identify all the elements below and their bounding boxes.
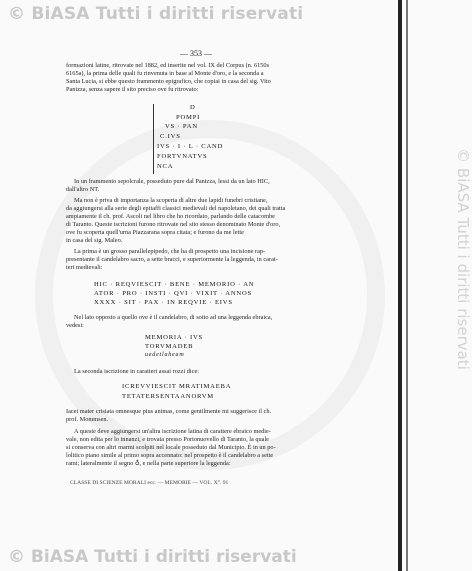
watermark-side: © BiASA Tutti i diritti riservati <box>454 148 472 370</box>
paragraph-line: si conserva con altri marmi scolpiti nel locale posseduto dal Municipio. È in un po- <box>66 444 276 451</box>
paragraph-line: A queste deve aggiungersi un'altra iscrizione latina di carattere ebraico medie- <box>74 428 271 435</box>
paragraph-line: ove fu scoperta quell'urna Piazzarana sopra citata; e furono da me lette <box>66 229 244 236</box>
inscription-line: TORVMADEB <box>145 343 194 350</box>
fragment-line: D <box>190 104 196 111</box>
inscription-line: TETATERSENTAANORVM <box>122 393 214 400</box>
fragment-line: FORTVNATVS <box>157 153 208 160</box>
watermark-top: © BiASA Tutti i diritti riservati <box>8 4 304 24</box>
page-edge-shadow <box>398 0 402 571</box>
inscription-line: ATOR · PRO · INSTI · QVI · VIXIT · ANNOS <box>94 290 253 297</box>
paragraph-line: ampiamente il ch. prof. Ascoli nel libro che ho ricordato, parlando delle catacombe <box>66 213 275 220</box>
paragraph-line: teri medievali: <box>66 264 103 271</box>
paragraph-line: da aggiungersi alla serie degli epitaffi classici medievali del napoletano, dei quali tratta <box>66 205 286 212</box>
page-footer: CLASSE DI SCIENZE MORALI ecc. — MEMORIE — VOL. X°. 91 <box>70 480 229 486</box>
paragraph-line: La seconda iscrizione in caratteri assai rozzi dice: <box>74 368 199 375</box>
inscription-line: MEMORIA · IVS <box>145 334 204 341</box>
paragraph-line: presentante il candelabro sacro, a sette bracci, e superiormente la leggenda, in carat- <box>66 256 278 263</box>
inscription-line: XXXX · SIT · PAX · IN REQVIE · EIVS <box>94 299 233 306</box>
paragraph-line: Ma non è priva di importanza la scoperta di altre due lapidi funebri cristiane, <box>74 197 268 204</box>
paragraph-line: di Taranto. Queste iscrizioni furono ritrovate nel sito stesso denominato Monte d'oro, <box>66 221 281 228</box>
paragraph-line: Panizza, senza sapere il sito preciso ove fu ritrovato: <box>66 86 199 93</box>
paragraph-line: 6165a), la prima delle quali fu rinvenuta in base al Monte d'oro, e la seconda a <box>66 70 264 77</box>
inscription-line: HIC · REQVIESCIT · BENE · MEMORIO · AN <box>94 281 255 288</box>
fragment-line: POMPI <box>176 114 201 121</box>
paragraph-line: prof. Mommsen. <box>66 416 109 423</box>
paragraph-line: dall'altro NT. <box>66 186 100 193</box>
page-number: — 353 — <box>180 49 212 58</box>
paragraph-line: Santa Lucia, si ebbe questo frammento epigrafico, che copiai in casa del sig. Vito <box>66 78 271 85</box>
fragment-line: VS · PAN <box>165 123 198 130</box>
fragment-line: C.IVS <box>160 133 181 140</box>
paragraph-line: vedesi: <box>66 322 84 329</box>
paragraph-line: lolitico piano simile al primo sopra accennato: nel prospetto è il candelabro a sette <box>66 452 274 459</box>
inscription-line: uedetlaheam <box>145 352 185 358</box>
fragment-line: IVS · I · L · CAND <box>157 143 224 150</box>
inscription-line: ICREVVIESCIT MRATIMAEBA <box>122 383 232 390</box>
watermark-bottom: © BiASA Tutti i diritti riservati <box>8 547 297 567</box>
paragraph-line: In un frammento sepolcrale, posseduto pure dal Panizza, lessi da un lato HIC, <box>74 178 270 185</box>
paragraph-line: formazioni latine, ritrovate nel 1882, ed inserite nel vol. IX del Corpus (n. 6150s <box>66 62 270 69</box>
page-edge-line <box>406 0 408 571</box>
paragraph-line: Nel lato opposto a quello ove è il candelabro, di sotto ad una leggenda ebraica, <box>74 314 273 321</box>
fragment-left-border <box>153 104 154 174</box>
paragraph-line: in casa del sig. Maleo. <box>66 237 123 244</box>
fragment-line: NCA <box>157 163 174 170</box>
paragraph-line: vale, non edita per lo innanzi, e trovata presso Portonuovello di Taranto, la quale <box>66 436 269 443</box>
paragraph-line: La prima è un grosso parallelepipedo, che ha di prospetto una incisione rap- <box>74 248 266 255</box>
paragraph-line: Iacet mater crisiata omnesque pius animas, come gentilmente mi suggerisce il ch. <box>66 408 272 415</box>
paragraph-line: rami; lateralmente il segno ♁, e nella parte superiore la leggenda: <box>66 460 231 467</box>
